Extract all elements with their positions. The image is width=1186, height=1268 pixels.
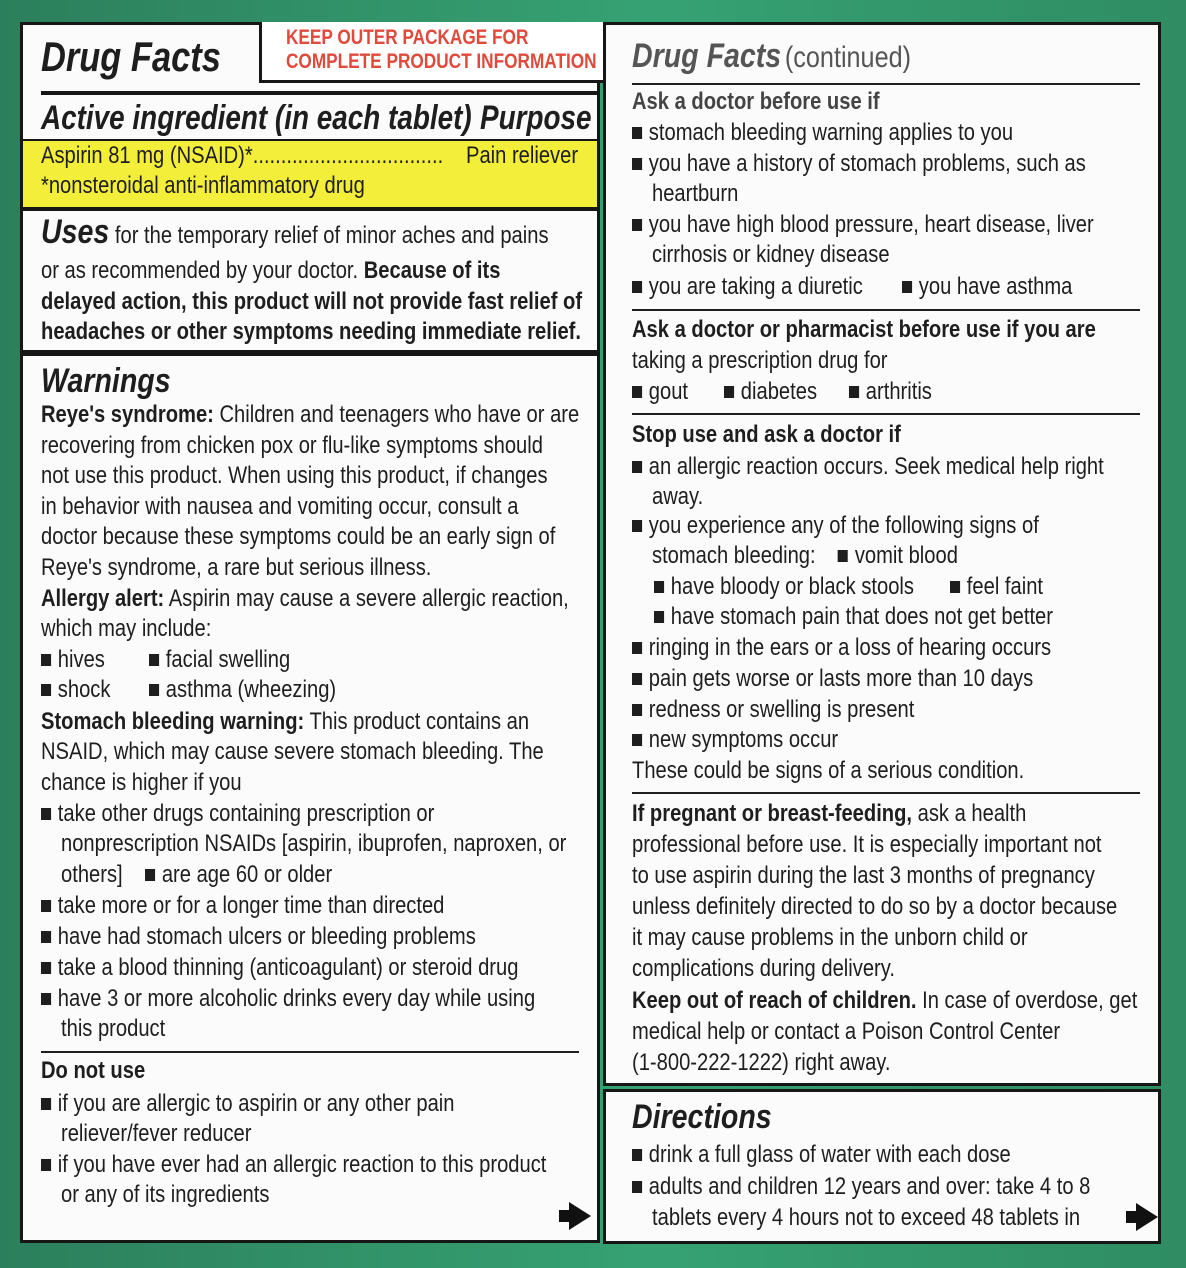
pregnancy-line-2: professional before use. It is especially important not xyxy=(632,831,1102,858)
stomach-bullet-1-line-3 xyxy=(61,860,332,890)
bullet-icon xyxy=(41,1159,51,1171)
package-notice-line-2: COMPLETE PRODUCT INFORMATION xyxy=(286,50,597,73)
active-ingredient-heading: Active ingredient (in each tablet) xyxy=(41,99,472,137)
bullet-icon xyxy=(632,386,642,398)
reye-line-3: not use this product. When using this product, if changes xyxy=(41,462,548,489)
pregnancy-line-3: to use aspirin during the last 3 months of pregnancy xyxy=(632,862,1095,889)
purpose-heading: Purpose xyxy=(480,99,592,137)
bullet-icon xyxy=(41,1098,51,1110)
pharm-diabetes: diabetes xyxy=(740,378,818,405)
stop-item-4-text: pain gets worse or lasts more than 10 days xyxy=(648,665,1034,692)
do-not-use-item-2-line-2: or any of its ingredients xyxy=(61,1181,270,1208)
pregnancy-line-4: unless definitely directed to do so by a doctor because xyxy=(632,893,1118,920)
reye-line-4: in behavior with nausea and vomiting occur, consult a xyxy=(41,493,519,520)
reye-text-1: Children and teenagers who have or are xyxy=(219,401,580,428)
ask-doctor-item-5 xyxy=(902,272,1072,302)
allergy-item-shock xyxy=(41,675,110,705)
ask-doctor-item-4 xyxy=(632,272,863,302)
allergy-line-1 xyxy=(41,584,569,614)
ask-doctor-item-3-text: you have high blood pressure, heart disease, liver xyxy=(648,211,1094,238)
reye-line-1 xyxy=(41,400,579,430)
stomach-bullet-4 xyxy=(41,953,518,983)
reye-line-2: recovering from chicken pox or flu-like symptoms should xyxy=(41,432,543,459)
stomach-line-2: NSAID, which may cause severe stomach bleeding. The xyxy=(41,738,544,765)
stop-item-1-text: an allergic reaction occurs. Seek medical help right xyxy=(648,453,1104,480)
bullet-icon xyxy=(632,642,642,654)
ask-doctor-heading: Ask a doctor before use if xyxy=(632,88,880,115)
bullet-icon xyxy=(632,1149,642,1161)
uses-line-4: headaches or other symptoms needing immediate relief. xyxy=(41,318,582,345)
bullet-icon xyxy=(632,704,642,716)
uses-line-1 xyxy=(41,213,549,251)
package-notice-line-1: KEEP OUTER PACKAGE FOR xyxy=(286,26,529,49)
continued-panel xyxy=(603,22,1161,1086)
warnings-panel xyxy=(20,353,600,1243)
continued-title-suffix: (continued) xyxy=(784,41,911,74)
allergy-text-1: Aspirin may cause a severe allergic reaction, xyxy=(168,585,569,612)
do-not-use-item-1-line-2: reliever/fever reducer xyxy=(61,1120,252,1147)
stop-item-5-text: redness or swelling is present xyxy=(648,696,915,723)
ask-pharm-heading: Ask a doctor or pharmacist before use if you are xyxy=(632,316,1096,343)
stop-item-6 xyxy=(632,725,838,755)
stomach-bullet-3 xyxy=(41,922,476,952)
pharm-item-arthritis xyxy=(849,377,932,407)
bullet-icon xyxy=(149,684,159,696)
keep-away-line-2: medical help or contact a Poison Control Center xyxy=(632,1018,1061,1045)
stop-item-2-faint xyxy=(950,572,1043,602)
do-not-use-rule xyxy=(41,1051,579,1053)
arrow-right-icon xyxy=(1136,1203,1158,1231)
stomach-bullet-5 xyxy=(41,984,535,1014)
allergy-item-facial-swelling xyxy=(149,645,290,675)
pharm-gout: gout xyxy=(648,378,689,405)
stop-item-1-line-2: away. xyxy=(652,483,704,510)
continued-title: Drug Facts xyxy=(632,37,782,75)
stop-item-1 xyxy=(632,452,1104,482)
ask-doctor-item-1-text: stomach bleeding warning applies to you xyxy=(648,119,1014,146)
ingredient-name: Aspirin 81 mg (NSAID)* xyxy=(41,142,253,169)
stomach-bullet-1 xyxy=(41,799,434,829)
stop-item-stools: have bloody or black stools xyxy=(670,573,914,600)
bullet-icon xyxy=(632,520,642,532)
pharm-arthritis: arthritis xyxy=(865,378,932,405)
stomach-text-1: This product contains an xyxy=(309,708,530,735)
reye-label: Reye's syndrome: xyxy=(41,401,214,428)
continued-title-rule xyxy=(632,83,1140,85)
uses-line-2 xyxy=(41,256,500,286)
directions-item-2-line-2: tablets every 4 hours not to exceed 48 tablets in xyxy=(652,1204,1081,1231)
stop-item-vomit: vomit blood xyxy=(854,542,958,569)
bullet-icon xyxy=(41,900,51,912)
directions-panel xyxy=(603,1089,1161,1244)
stomach-label: Stomach bleeding warning: xyxy=(41,708,305,735)
stop-summary: These could be signs of a serious condition. xyxy=(632,757,1025,784)
allergy-item-asthma xyxy=(149,675,336,705)
stop-use-rule xyxy=(632,413,1140,415)
stop-item-5 xyxy=(632,695,914,725)
do-not-use-item-1 xyxy=(41,1089,455,1119)
stop-item-2-line-4 xyxy=(654,602,1053,632)
warnings-title: Warnings xyxy=(41,362,171,400)
bullet-icon xyxy=(724,386,734,398)
ask-doctor-item-3 xyxy=(632,210,1094,240)
purpose-value: Pain reliever xyxy=(466,142,579,169)
do-not-use-item-2 xyxy=(41,1150,546,1180)
ask-doctor-item-2-text: you have a history of stomach problems, such as xyxy=(648,150,1086,177)
continued-title-line xyxy=(632,37,911,76)
stop-item-pain: have stomach pain that does not get better xyxy=(670,603,1053,630)
stop-item-2-text: you experience any of the following signs of xyxy=(648,512,1039,539)
directions-item-1-text: drink a full glass of water with each dose xyxy=(648,1141,1011,1168)
do-not-use-item-2-text: if you have ever had an allergic reaction to this product xyxy=(57,1151,547,1178)
bullet-icon xyxy=(41,931,51,943)
uses-panel xyxy=(20,208,600,353)
do-not-use-heading: Do not use xyxy=(41,1057,146,1084)
pharm-item-gout xyxy=(632,377,688,407)
allergy-label: Allergy alert: xyxy=(41,585,165,612)
bullet-icon xyxy=(654,581,664,593)
bullet-icon xyxy=(41,962,51,974)
allergy-item-hives xyxy=(41,645,105,675)
stomach-line-1 xyxy=(41,707,529,737)
ask-pharm-line-1: taking a prescription drug for xyxy=(632,347,888,374)
stomach-bullet-1-line-2: nonprescription NSAIDs [aspirin, ibuprofen, naproxen, or xyxy=(61,830,567,857)
pregnancy-line-6: complications during delivery. xyxy=(632,955,895,982)
bullet-icon xyxy=(632,673,642,685)
bullet-icon xyxy=(654,611,664,623)
stop-item-3-text: ringing in the ears or a loss of hearing occurs xyxy=(648,634,1052,661)
stomach-bullet-2-text: take more or for a longer time than directed xyxy=(57,892,445,919)
stop-item-2-stomach: stomach bleeding: xyxy=(652,542,816,569)
directions-item-1 xyxy=(632,1140,1011,1170)
ask-doctor-item-3-line-2: cirrhosis or kidney disease xyxy=(652,241,890,268)
stomach-bullet-1-text: take other drugs containing prescription or xyxy=(57,800,435,827)
reye-line-6: Reye's syndrome, a rare but serious illness. xyxy=(41,554,432,581)
keep-away-label: Keep out of reach of children. xyxy=(632,987,917,1014)
bullet-icon xyxy=(632,158,642,170)
stop-item-6-text: new symptoms occur xyxy=(648,726,839,753)
bullet-icon xyxy=(41,654,51,666)
package-notice-box xyxy=(259,22,605,83)
bullet-icon xyxy=(632,734,642,746)
keep-away-line-3: (1-800-222-1222) right away. xyxy=(632,1049,891,1076)
pregnancy-label: If pregnant or breast-feeding, xyxy=(632,800,913,827)
bullet-icon xyxy=(632,219,642,231)
stop-item-2-line-2 xyxy=(652,541,958,571)
pregnancy-rule xyxy=(632,792,1140,794)
stomach-bullet-2 xyxy=(41,891,444,921)
uses-line-3: delayed action, this product will not provide fast relief of xyxy=(41,288,583,315)
bullet-icon xyxy=(632,1181,642,1193)
stomach-bullet-5-text: have 3 or more alcoholic drinks every day while using xyxy=(57,985,536,1012)
allergy-hives: hives xyxy=(57,646,105,673)
allergy-facial-swelling: facial swelling xyxy=(165,646,291,673)
stop-use-heading: Stop use and ask a doctor if xyxy=(632,421,901,448)
stomach-line-3: chance is higher if you xyxy=(41,769,242,796)
bullet-icon xyxy=(902,281,912,293)
reye-line-5: doctor because these symptoms could be an early sign of xyxy=(41,523,556,550)
keep-away-text-1: In case of overdose, get xyxy=(922,987,1138,1014)
ask-doctor-item-2-line-2: heartburn xyxy=(652,180,739,207)
bullet-icon xyxy=(149,654,159,666)
bullet-icon xyxy=(632,461,642,473)
bullet-icon xyxy=(838,550,848,562)
pregnancy-line-5: it may cause problems in the unborn child or xyxy=(632,924,1028,951)
ingredient-dots: .................................. xyxy=(252,142,444,169)
allergy-line-2: which may include: xyxy=(41,615,212,642)
allergy-asthma: asthma (wheezing) xyxy=(165,676,337,703)
ingredient-footnote: *nonsteroidal anti-inflammatory drug xyxy=(41,172,365,199)
directions-title: Directions xyxy=(632,1098,772,1136)
pregnancy-line-1 xyxy=(632,799,1026,829)
stomach-bullet-4-text: take a blood thinning (anticoagulant) or steroid drug xyxy=(57,954,519,981)
bullet-icon xyxy=(849,386,859,398)
ask-doctor-item-2 xyxy=(632,149,1086,179)
bullet-icon xyxy=(41,993,51,1005)
arrow-right-icon xyxy=(569,1202,591,1230)
bullet-icon xyxy=(41,808,51,820)
ask-doctor-item-4-text: you are taking a diuretic xyxy=(648,273,863,300)
pregnancy-text-1: ask a health xyxy=(917,800,1027,827)
directions-item-2 xyxy=(632,1172,1090,1202)
header-rule xyxy=(41,91,597,95)
do-not-use-item-1-text: if you are allergic to aspirin or any other pain xyxy=(57,1090,455,1117)
ingredient-line xyxy=(41,141,443,171)
keep-away-line-1 xyxy=(632,986,1137,1016)
stop-item-faint: feel faint xyxy=(966,573,1044,600)
ask-doctor-item-1 xyxy=(632,118,1013,148)
ask-pharm-rule xyxy=(632,309,1140,311)
directions-item-2-text: adults and children 12 years and over: take 4 to 8 xyxy=(648,1173,1091,1200)
stop-item-2 xyxy=(632,511,1039,541)
bullet-icon xyxy=(632,281,642,293)
bullet-icon xyxy=(145,869,155,881)
active-ingredient-panel xyxy=(20,22,600,208)
ask-doctor-item-5-text: you have asthma xyxy=(918,273,1073,300)
stomach-bullet-5-line-2: this product xyxy=(61,1015,166,1042)
uses-text-2: or as recommended by your doctor. xyxy=(41,257,359,284)
uses-bold-2: Because of its xyxy=(363,257,501,284)
stop-item-2-line-3 xyxy=(654,572,914,602)
drug-facts-title: Drug Facts xyxy=(41,33,221,80)
uses-title: Uses xyxy=(41,213,110,251)
allergy-shock: shock xyxy=(57,676,111,703)
stop-item-4 xyxy=(632,664,1033,694)
stop-item-3 xyxy=(632,633,1051,663)
bullet-icon xyxy=(950,581,960,593)
uses-text-1: for the temporary relief of minor aches and pains xyxy=(114,222,549,249)
stomach-bullet-age: are age 60 or older xyxy=(161,861,333,888)
pharm-item-diabetes xyxy=(724,377,817,407)
bullet-icon xyxy=(41,684,51,696)
bullet-icon xyxy=(632,127,642,139)
stomach-bullet-1-others: others] xyxy=(61,861,123,888)
stomach-bullet-3-text: have had stomach ulcers or bleeding problems xyxy=(57,923,476,950)
